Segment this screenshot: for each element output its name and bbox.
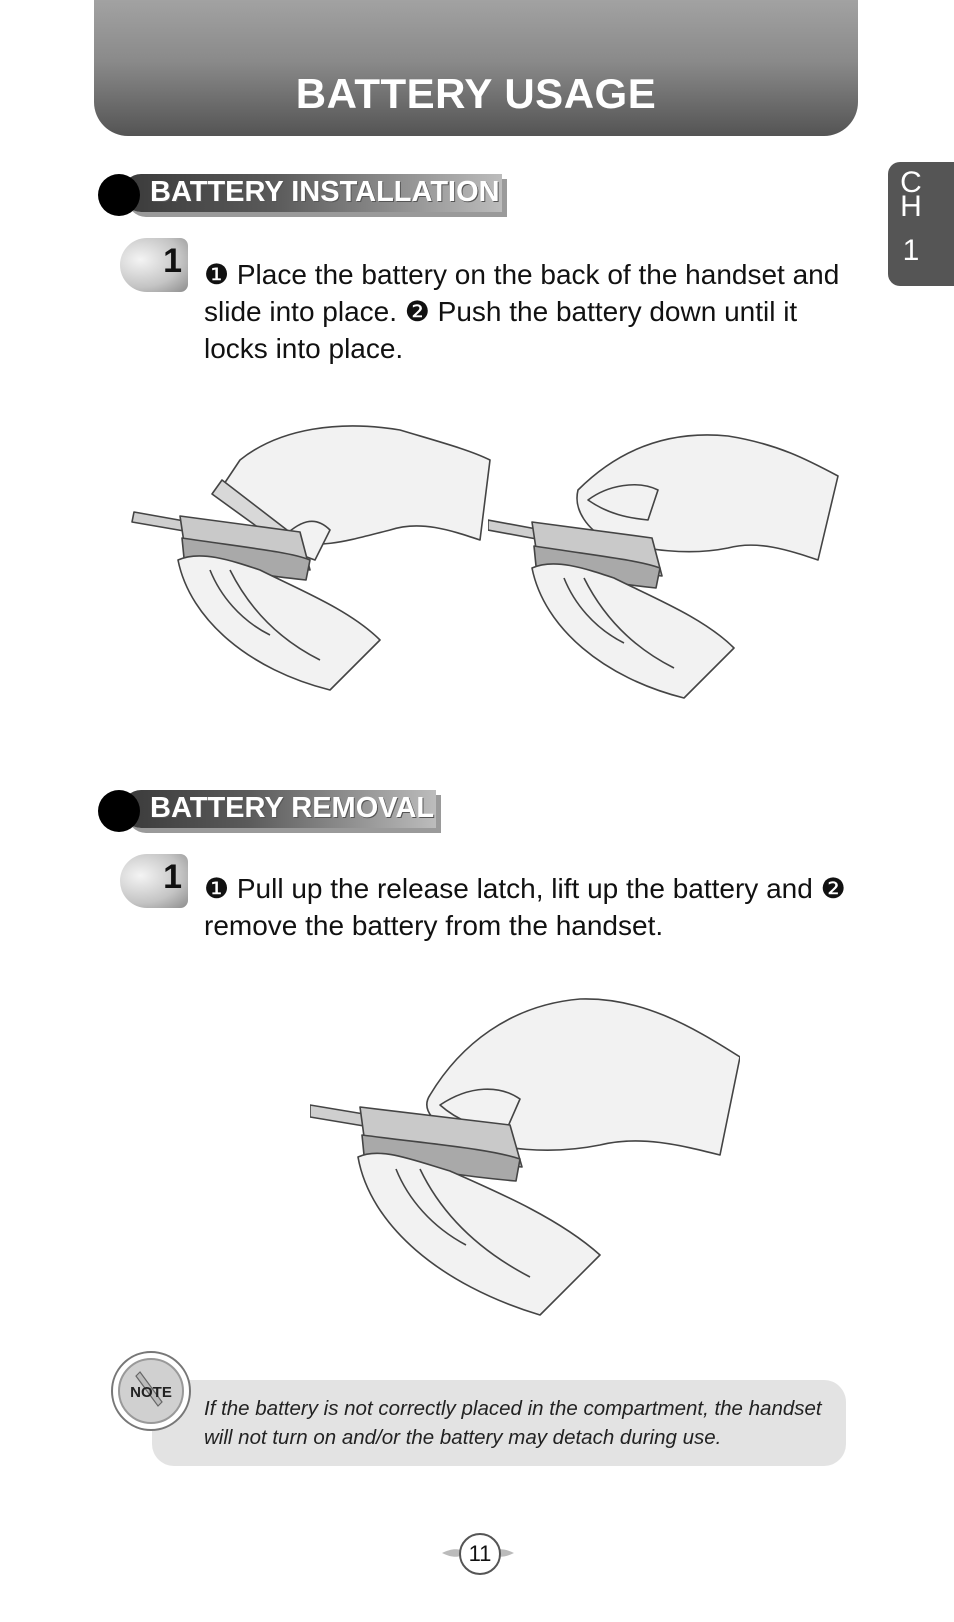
step-badge: [120, 854, 188, 908]
page-number-block: [438, 1530, 518, 1576]
step-number: 1: [163, 242, 182, 280]
page-header: [94, 0, 858, 136]
section-title: BATTERY REMOVAL: [150, 792, 435, 824]
note-box: [152, 1380, 846, 1466]
section-title: BATTERY INSTALLATION: [150, 176, 500, 208]
hand-battery-insert-illustration: [130, 420, 500, 710]
note-text: If the battery is not correctly placed in the compartment, the handset will not turn on and/or the battery may detach during use.: [204, 1397, 822, 1449]
section-heading-removal: [98, 788, 443, 832]
step-number: 1: [163, 858, 182, 896]
hand-battery-remove-illustration: [310, 995, 740, 1335]
chapter-tab-number: 1: [902, 234, 920, 267]
removal-instructions: ❶ Pull up the release latch, lift up the battery and ❷ remove the battery from the handset.: [204, 873, 846, 941]
chapter-tab-letter: C: [900, 166, 922, 199]
section-bullet: [98, 790, 140, 832]
hand-battery-push-illustration: [488, 430, 848, 720]
chapter-tab-letter: H: [900, 190, 922, 223]
section-heading-installation: [98, 172, 508, 216]
section-bullet: [98, 174, 140, 216]
note-icon-label: NOTE: [130, 1384, 172, 1401]
chapter-tab: [888, 162, 954, 286]
note-icon: [110, 1350, 192, 1432]
step-badge: [120, 238, 188, 292]
page-number: 11: [459, 1533, 501, 1575]
installation-instructions: ❶ Place the battery on the back of the handset and slide into place. ❷ Push the battery down until it locks into place.: [204, 259, 840, 364]
page-title: BATTERY USAGE: [295, 70, 657, 117]
